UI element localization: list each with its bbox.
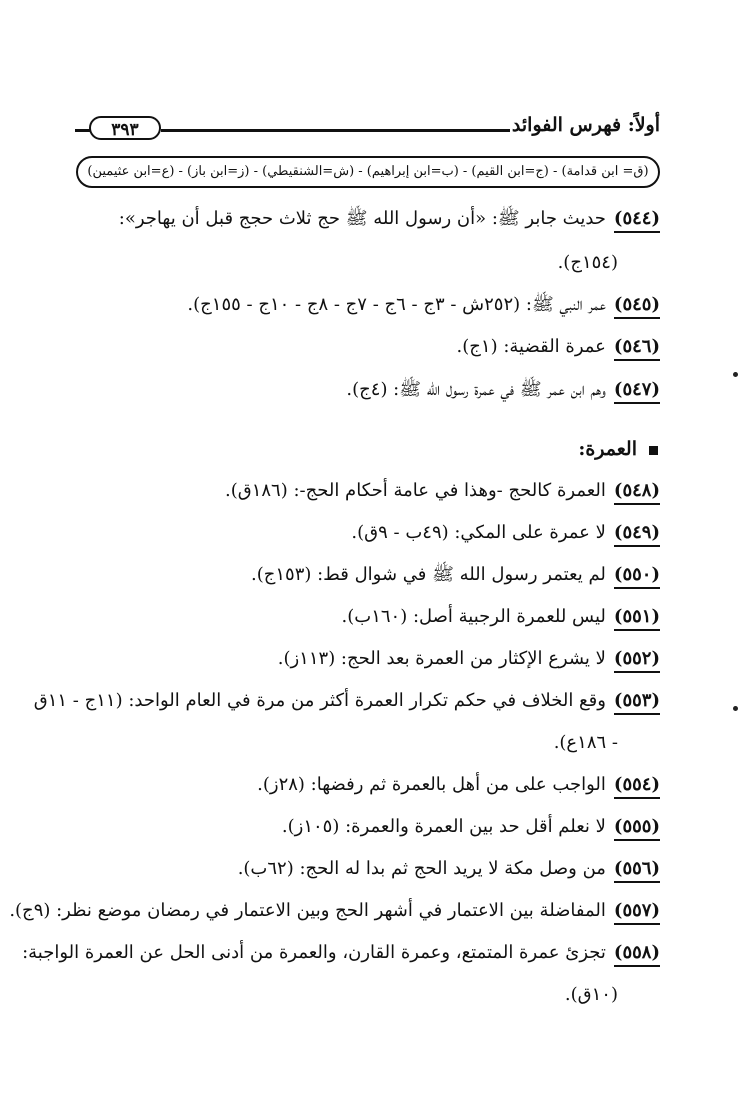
entry-number: (٥٤٦) — [614, 336, 660, 361]
entry-number: (٥٥٦) — [614, 858, 660, 883]
entry-number: (٥٥١) — [614, 606, 660, 631]
entry-text: لا عمرة على المكي: (٤٩ب - ٩ق). — [351, 522, 606, 543]
entry-text: من وصل مكة لا يريد الحج ثم بدا له الحج: (٦٢ب). — [237, 858, 606, 879]
section-heading — [578, 438, 658, 460]
entry-text: تجزئ عمرة المتمتع، وعمرة القارن، والعمرة من أدنى الحل عن العمرة الواجبة: — [22, 942, 606, 963]
entry-text: لم يعتمر رسول الله ﷺ في شوال قط: (١٥٣ج). — [250, 564, 606, 585]
entry-text: عمرة القضية: (١ج). — [456, 336, 606, 357]
entry-number: (٥٤٤) — [614, 208, 660, 233]
entry-554 — [257, 772, 660, 799]
abbreviation-key: (ق= ابن قدامة) - (ج=ابن القيم) - (ب=ابن إبراهيم) - (ش=الشنقيطي) - (ز=ابن باز) - (ع=ابن عثيمين) — [76, 156, 660, 188]
entry-547 — [346, 377, 660, 404]
entry-545 — [187, 292, 660, 319]
entry-553-continuation: - ١٨٦ع). — [553, 732, 618, 753]
entry-558 — [22, 940, 660, 967]
entry-555 — [282, 814, 660, 841]
scan-speck — [733, 706, 738, 711]
entry-number: (٥٤٥) — [614, 294, 660, 319]
entry-text: ليس للعمرة الرجبية أصل: (١٦٠ب). — [341, 606, 606, 627]
entry-number: (٥٥٥) — [614, 816, 660, 841]
entry-text: الواجب على من أهل بالعمرة ثم رفضها: (٢٨ز). — [257, 774, 606, 795]
entry-number: (٥٤٩) — [614, 522, 660, 547]
entry-548 — [225, 478, 660, 505]
entry-556 — [238, 856, 660, 883]
entry-553 — [33, 688, 660, 715]
entry-number: (٥٤٧) — [614, 379, 660, 404]
entry-544-continuation: (١٥٤ج). — [557, 252, 618, 273]
scan-speck — [733, 372, 738, 377]
entry-546 — [457, 334, 660, 361]
entry-number: (٥٥٤) — [614, 774, 660, 799]
section-title: العمرة: — [578, 438, 637, 460]
entry-551 — [341, 604, 660, 631]
entry-text: العمرة كالحج -وهذا في عامة أحكام الحج-: (١٨٦ق). — [224, 480, 606, 501]
entry-number: (٥٥٣) — [614, 690, 660, 715]
entry-552 — [278, 646, 660, 673]
entry-549 — [351, 520, 660, 547]
header-title: أولاً: فهرس الفوائد — [511, 114, 660, 136]
entry-557 — [9, 898, 660, 925]
entry-number: (٥٥٧) — [614, 900, 660, 925]
running-header — [75, 114, 660, 144]
page-number: ٣٩٣ — [89, 116, 161, 140]
entry-544 — [74, 206, 660, 233]
entry-558-continuation: (١٠ق). — [564, 984, 618, 1005]
entry-number: (٥٤٨) — [614, 480, 660, 505]
entry-550 — [251, 562, 660, 589]
entry-text: لا يشرع الإكثار من العمرة بعد الحج: (١١٣ز). — [277, 648, 606, 669]
header-rule-tail — [75, 129, 91, 132]
entry-number: (٥٥٨) — [614, 942, 660, 967]
entry-text: وهم ابن عمر ﷺ في عمرة رسول الله ﷺ: (٤ج). — [346, 379, 606, 400]
entry-text: لا نعلم أقل حد بين العمرة والعمرة: (١٠٥ز). — [281, 816, 606, 837]
entry-text: المفاضلة بين الاعتمار في أشهر الحج وبين الاعتمار في رمضان موضع نظر: (٩ج). — [9, 900, 606, 921]
header-rule — [161, 129, 510, 132]
square-bullet-icon — [649, 446, 658, 455]
entry-text: حديث جابر ﷺ: «أن رسول الله ﷺ حج ثلاث حجج قبل أن يهاجر»: — [118, 208, 606, 229]
entry-text: وقع الخلاف في حكم تكرار العمرة أكثر من مرة في العام الواحد: (١١ج - ١١ق — [33, 690, 606, 711]
entry-number: (٥٥٢) — [614, 648, 660, 673]
entry-number: (٥٥٠) — [614, 564, 660, 589]
entry-text: عمر النبي ﷺ: (٢٥٢ش - ٣ج - ٦ج - ٧ج - ٨ج - ١٠ج - ١٥٥ج). — [187, 294, 606, 315]
